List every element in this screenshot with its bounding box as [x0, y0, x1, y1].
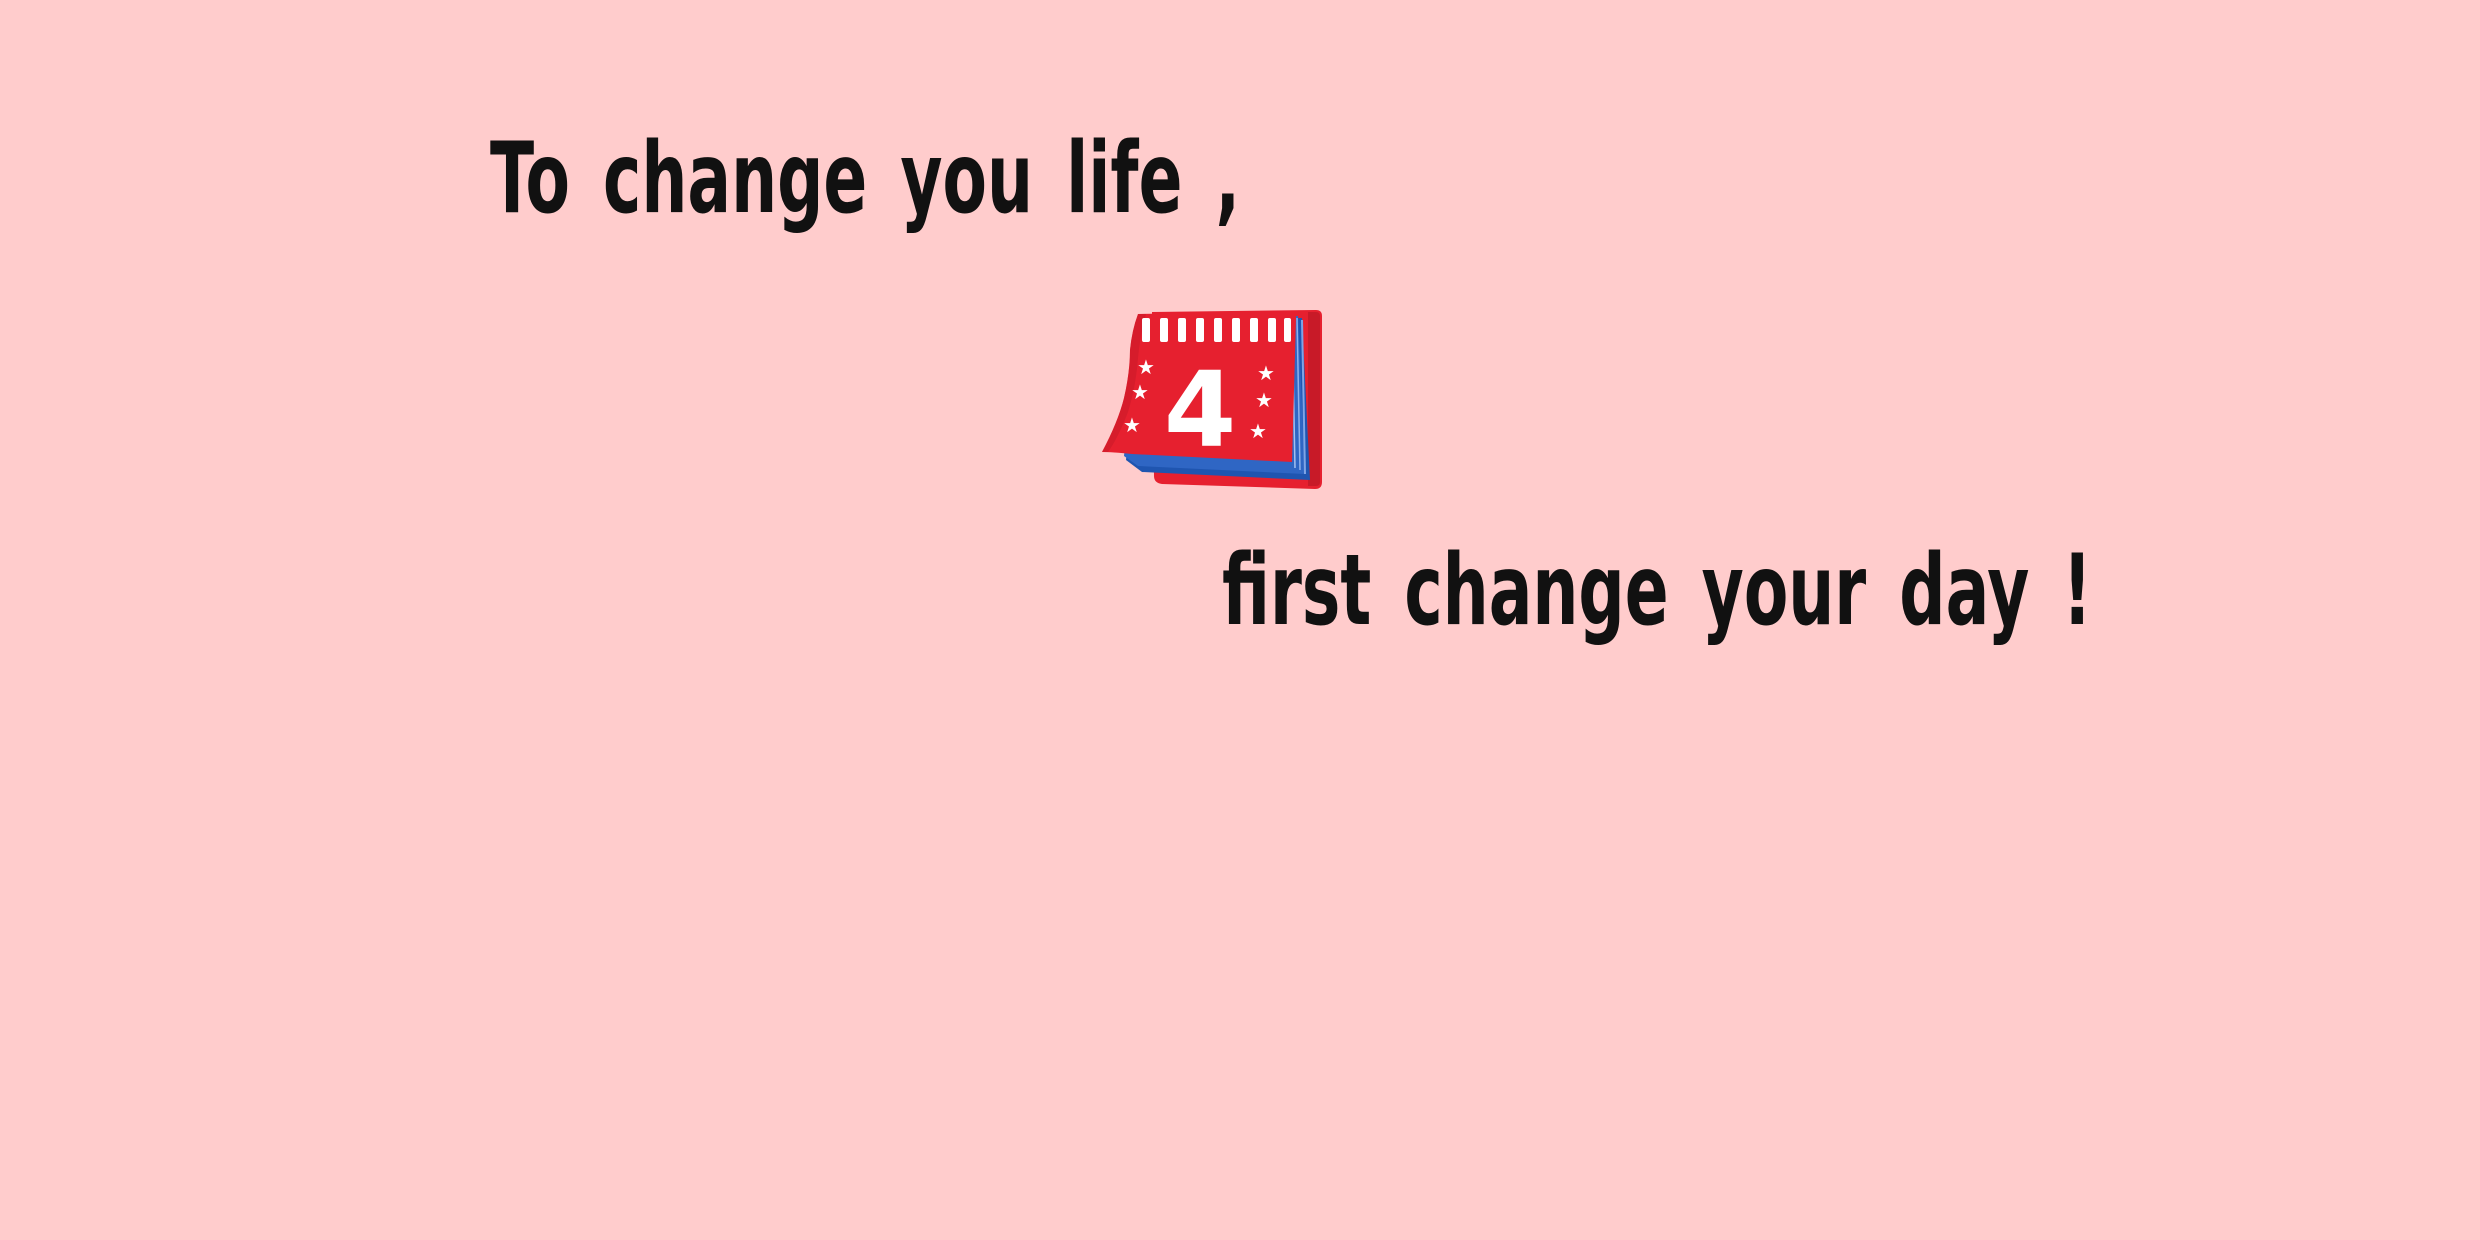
- calendar-date-number: 4: [1163, 349, 1237, 471]
- svg-text:★: ★: [1123, 413, 1141, 437]
- quote-line-1: To change you life ,: [490, 122, 1241, 236]
- calendar-icon: [1102, 302, 1324, 492]
- svg-text:★: ★: [1249, 419, 1267, 443]
- svg-text:★: ★: [1137, 355, 1155, 379]
- quote-line-2: first change your day !: [1222, 534, 2092, 648]
- svg-text:★: ★: [1131, 380, 1149, 404]
- svg-text:★: ★: [1255, 388, 1273, 412]
- svg-text:★: ★: [1257, 361, 1275, 385]
